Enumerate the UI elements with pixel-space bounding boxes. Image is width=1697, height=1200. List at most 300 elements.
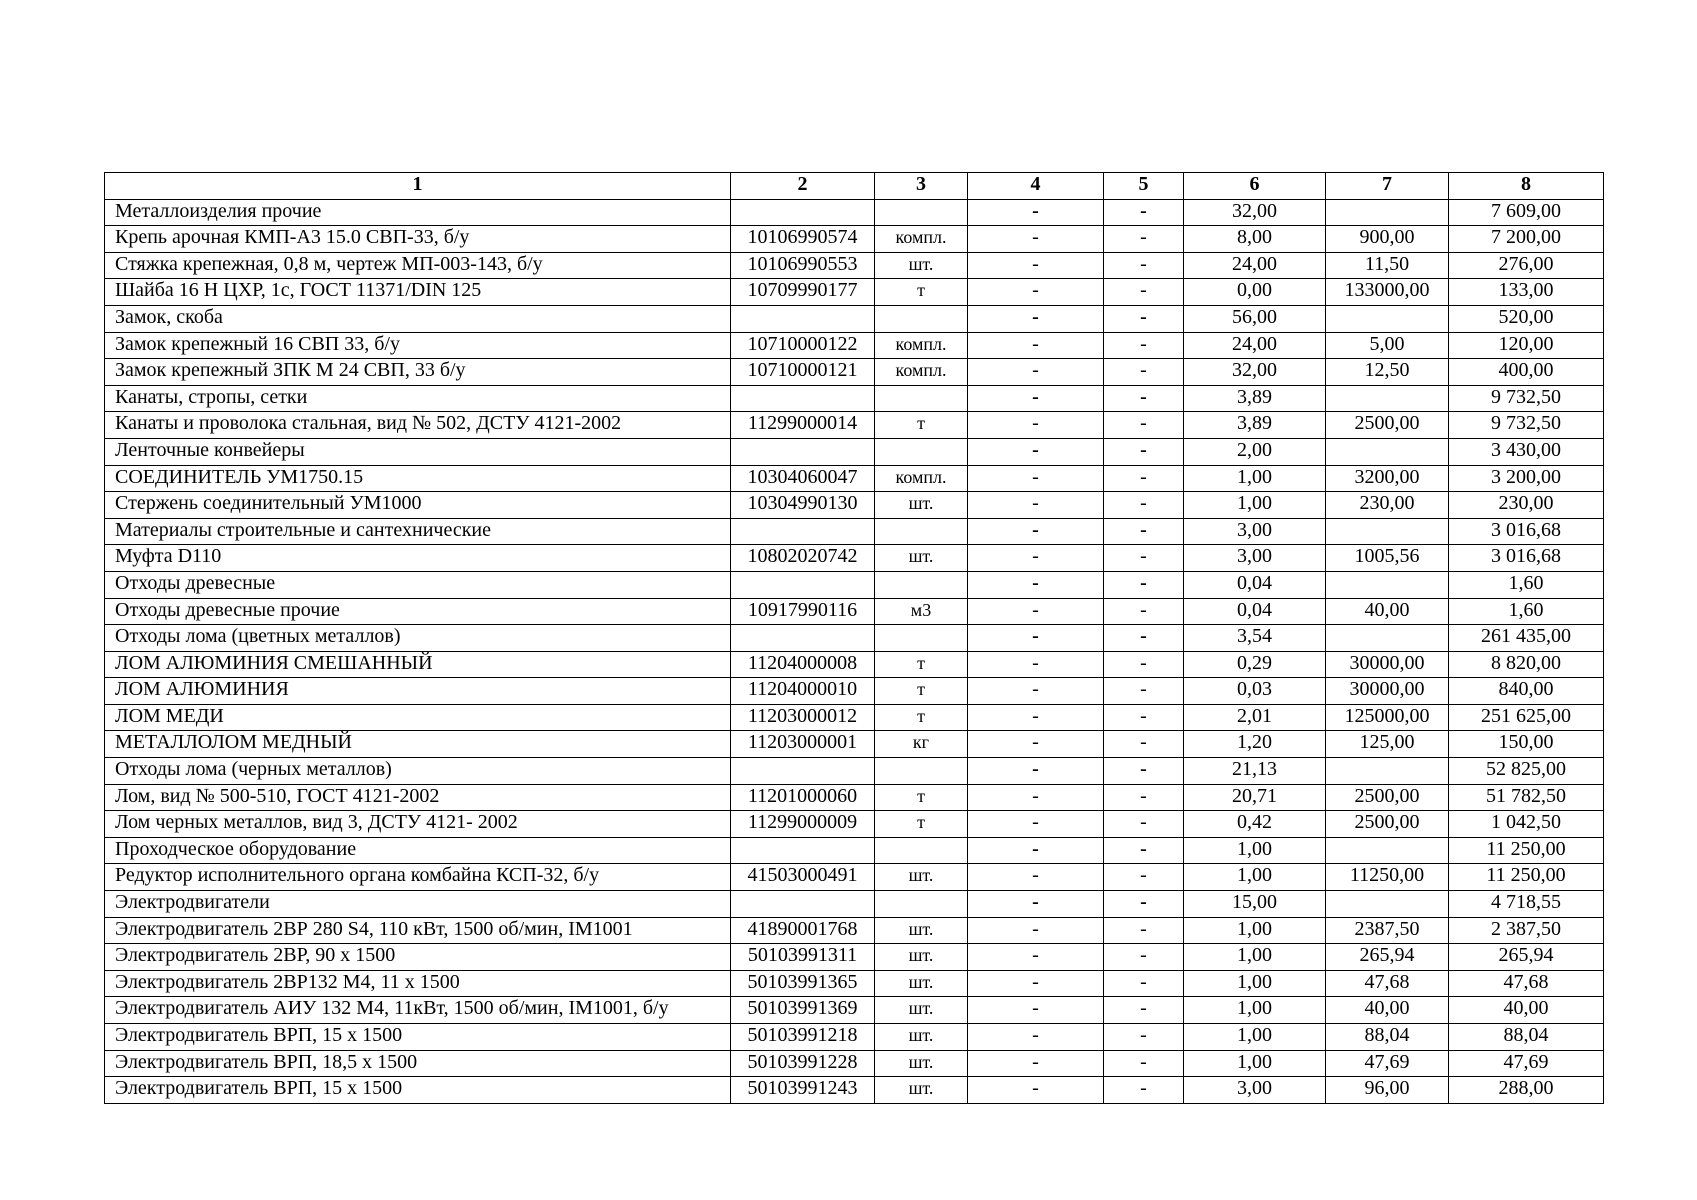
col5-cell: - xyxy=(1104,864,1184,891)
code-cell: 11299000014 xyxy=(731,412,875,439)
item-name-cell: Материалы строительные и сантехнические xyxy=(105,518,731,545)
col4-cell: - xyxy=(968,944,1104,971)
price-cell: 88,04 xyxy=(1326,1024,1449,1051)
column-header: 8 xyxy=(1449,173,1604,200)
item-name-cell: Канаты, стропы, сетки xyxy=(105,385,731,412)
code-cell xyxy=(731,199,875,226)
unit-cell: шт. xyxy=(875,1024,968,1051)
item-name-cell: Отходы лома (цветных металлов) xyxy=(105,625,731,652)
unit-cell: м3 xyxy=(875,598,968,625)
unit-cell: шт. xyxy=(875,997,968,1024)
col4-cell: - xyxy=(968,412,1104,439)
sum-cell: 4 718,55 xyxy=(1449,891,1604,918)
price-cell: 133000,00 xyxy=(1326,279,1449,306)
quantity-cell: 1,00 xyxy=(1184,837,1326,864)
quantity-cell: 1,00 xyxy=(1184,1050,1326,1077)
col4-cell: - xyxy=(968,704,1104,731)
table-row xyxy=(105,545,1604,572)
code-cell xyxy=(731,518,875,545)
sum-cell: 9 732,50 xyxy=(1449,385,1604,412)
group-row xyxy=(105,625,1604,652)
item-name-cell: Редуктор исполнительного органа комбайна КСП-32, б/у xyxy=(105,864,731,891)
quantity-cell: 3,89 xyxy=(1184,385,1326,412)
unit-cell: т xyxy=(875,784,968,811)
item-name-cell: Канаты и проволока стальная, вид № 502, ДСТУ 4121-2002 xyxy=(105,412,731,439)
price-cell xyxy=(1326,758,1449,785)
quantity-cell: 1,00 xyxy=(1184,492,1326,519)
table-body xyxy=(105,199,1604,1103)
item-name-cell: Проходческое оборудование xyxy=(105,837,731,864)
item-name-cell: Электродвигатель 2ВР132 М4, 11 х 1500 xyxy=(105,970,731,997)
table-row xyxy=(105,970,1604,997)
price-cell xyxy=(1326,385,1449,412)
code-cell: 10709990177 xyxy=(731,279,875,306)
sum-cell: 150,00 xyxy=(1449,731,1604,758)
col4-cell: - xyxy=(968,545,1104,572)
col5-cell: - xyxy=(1104,279,1184,306)
table-row xyxy=(105,332,1604,359)
code-cell xyxy=(731,305,875,332)
col4-cell: - xyxy=(968,438,1104,465)
item-name-cell: Электродвигатель АИУ 132 М4, 11кВт, 1500 об/мин, IM1001, б/у xyxy=(105,997,731,1024)
unit-cell: шт. xyxy=(875,252,968,279)
quantity-cell: 1,00 xyxy=(1184,970,1326,997)
sum-cell: 11 250,00 xyxy=(1449,837,1604,864)
quantity-cell: 2,00 xyxy=(1184,438,1326,465)
quantity-cell: 20,71 xyxy=(1184,784,1326,811)
col4-cell: - xyxy=(968,252,1104,279)
table-row xyxy=(105,226,1604,253)
sum-cell: 1,60 xyxy=(1449,598,1604,625)
table-row xyxy=(105,1024,1604,1051)
unit-cell: шт. xyxy=(875,492,968,519)
col4-cell: - xyxy=(968,1077,1104,1104)
sum-cell: 276,00 xyxy=(1449,252,1604,279)
price-cell: 125000,00 xyxy=(1326,704,1449,731)
quantity-cell: 0,29 xyxy=(1184,651,1326,678)
sum-cell: 1 042,50 xyxy=(1449,811,1604,838)
table-row xyxy=(105,704,1604,731)
item-name-cell: ЛОМ АЛЮМИНИЯ xyxy=(105,678,731,705)
quantity-cell: 15,00 xyxy=(1184,891,1326,918)
table-row xyxy=(105,944,1604,971)
price-cell xyxy=(1326,438,1449,465)
code-cell: 50103991369 xyxy=(731,997,875,1024)
group-row xyxy=(105,518,1604,545)
price-cell: 230,00 xyxy=(1326,492,1449,519)
col4-cell: - xyxy=(968,651,1104,678)
price-cell: 40,00 xyxy=(1326,598,1449,625)
unit-cell xyxy=(875,758,968,785)
col4-cell: - xyxy=(968,678,1104,705)
quantity-cell: 0,00 xyxy=(1184,279,1326,306)
col4-cell: - xyxy=(968,970,1104,997)
unit-cell: т xyxy=(875,279,968,306)
price-cell: 40,00 xyxy=(1326,997,1449,1024)
sum-cell: 3 016,68 xyxy=(1449,518,1604,545)
col5-cell: - xyxy=(1104,917,1184,944)
col5-cell: - xyxy=(1104,199,1184,226)
price-cell: 2387,50 xyxy=(1326,917,1449,944)
quantity-cell: 1,00 xyxy=(1184,864,1326,891)
col5-cell: - xyxy=(1104,704,1184,731)
sum-cell: 251 625,00 xyxy=(1449,704,1604,731)
unit-cell xyxy=(875,199,968,226)
table-row xyxy=(105,1077,1604,1104)
item-name-cell: Отходы лома (черных металлов) xyxy=(105,758,731,785)
price-cell: 3200,00 xyxy=(1326,465,1449,492)
price-cell xyxy=(1326,625,1449,652)
quantity-cell: 3,00 xyxy=(1184,518,1326,545)
sum-cell: 288,00 xyxy=(1449,1077,1604,1104)
table-row xyxy=(105,731,1604,758)
col4-cell: - xyxy=(968,598,1104,625)
price-cell: 30000,00 xyxy=(1326,678,1449,705)
col4-cell: - xyxy=(968,305,1104,332)
item-name-cell: Электродвигатель ВРП, 15 х 1500 xyxy=(105,1077,731,1104)
sum-cell: 261 435,00 xyxy=(1449,625,1604,652)
table-row xyxy=(105,651,1604,678)
code-cell xyxy=(731,571,875,598)
unit-cell: т xyxy=(875,704,968,731)
quantity-cell: 1,00 xyxy=(1184,944,1326,971)
quantity-cell: 3,89 xyxy=(1184,412,1326,439)
col4-cell: - xyxy=(968,571,1104,598)
column-header: 1 xyxy=(105,173,731,200)
col5-cell: - xyxy=(1104,1050,1184,1077)
price-cell: 30000,00 xyxy=(1326,651,1449,678)
code-cell: 11203000001 xyxy=(731,731,875,758)
table-row xyxy=(105,598,1604,625)
quantity-cell: 8,00 xyxy=(1184,226,1326,253)
item-name-cell: Муфта D110 xyxy=(105,545,731,572)
quantity-cell: 1,00 xyxy=(1184,997,1326,1024)
quantity-cell: 0,04 xyxy=(1184,571,1326,598)
price-cell xyxy=(1326,199,1449,226)
code-cell: 50103991228 xyxy=(731,1050,875,1077)
group-row xyxy=(105,438,1604,465)
table-row xyxy=(105,917,1604,944)
item-name-cell: Металлоизделия прочие xyxy=(105,199,731,226)
table-row xyxy=(105,252,1604,279)
quantity-cell: 32,00 xyxy=(1184,359,1326,386)
price-cell xyxy=(1326,305,1449,332)
sum-cell: 47,69 xyxy=(1449,1050,1604,1077)
item-name-cell: Электродвигатели xyxy=(105,891,731,918)
col5-cell: - xyxy=(1104,492,1184,519)
price-cell: 2500,00 xyxy=(1326,412,1449,439)
column-header: 6 xyxy=(1184,173,1326,200)
code-cell: 11203000012 xyxy=(731,704,875,731)
unit-cell xyxy=(875,385,968,412)
quantity-cell: 1,00 xyxy=(1184,917,1326,944)
quantity-cell: 3,00 xyxy=(1184,545,1326,572)
item-name-cell: Лом черных металлов, вид 3, ДСТУ 4121- 2002 xyxy=(105,811,731,838)
code-cell xyxy=(731,837,875,864)
col4-cell: - xyxy=(968,837,1104,864)
item-name-cell: Замок крепежный 16 СВП 33, б/у xyxy=(105,332,731,359)
col4-cell: - xyxy=(968,1050,1104,1077)
quantity-cell: 24,00 xyxy=(1184,332,1326,359)
unit-cell: шт. xyxy=(875,864,968,891)
code-cell xyxy=(731,625,875,652)
price-cell: 11,50 xyxy=(1326,252,1449,279)
quantity-cell: 3,54 xyxy=(1184,625,1326,652)
code-cell xyxy=(731,385,875,412)
item-name-cell: Отходы древесные прочие xyxy=(105,598,731,625)
unit-cell xyxy=(875,305,968,332)
sum-cell: 11 250,00 xyxy=(1449,864,1604,891)
item-name-cell: ЛОМ АЛЮМИНИЯ СМЕШАННЫЙ xyxy=(105,651,731,678)
col5-cell: - xyxy=(1104,359,1184,386)
item-name-cell: Стержень соединительный УМ1000 xyxy=(105,492,731,519)
price-cell: 5,00 xyxy=(1326,332,1449,359)
sum-cell: 52 825,00 xyxy=(1449,758,1604,785)
code-cell: 50103991218 xyxy=(731,1024,875,1051)
sum-cell: 8 820,00 xyxy=(1449,651,1604,678)
price-cell: 11250,00 xyxy=(1326,864,1449,891)
unit-cell: т xyxy=(875,412,968,439)
unit-cell: т xyxy=(875,678,968,705)
sum-cell: 7 609,00 xyxy=(1449,199,1604,226)
col4-cell: - xyxy=(968,518,1104,545)
price-cell xyxy=(1326,837,1449,864)
col4-cell: - xyxy=(968,917,1104,944)
item-name-cell: Ленточные конвейеры xyxy=(105,438,731,465)
col5-cell: - xyxy=(1104,226,1184,253)
table-row xyxy=(105,811,1604,838)
unit-cell xyxy=(875,518,968,545)
unit-cell: т xyxy=(875,651,968,678)
item-name-cell: Электродвигатель ВРП, 15 х 1500 xyxy=(105,1024,731,1051)
col5-cell: - xyxy=(1104,997,1184,1024)
sum-cell: 400,00 xyxy=(1449,359,1604,386)
col5-cell: - xyxy=(1104,252,1184,279)
col5-cell: - xyxy=(1104,545,1184,572)
unit-cell: шт. xyxy=(875,970,968,997)
price-cell: 125,00 xyxy=(1326,731,1449,758)
group-row xyxy=(105,837,1604,864)
col4-cell: - xyxy=(968,465,1104,492)
item-name-cell: Электродвигатель 2ВР, 90 х 1500 xyxy=(105,944,731,971)
unit-cell xyxy=(875,891,968,918)
item-name-cell: Замок, скоба xyxy=(105,305,731,332)
quantity-cell: 32,00 xyxy=(1184,199,1326,226)
quantity-cell: 56,00 xyxy=(1184,305,1326,332)
table-row xyxy=(105,279,1604,306)
sum-cell: 1,60 xyxy=(1449,571,1604,598)
unit-cell: шт. xyxy=(875,917,968,944)
code-cell: 41503000491 xyxy=(731,864,875,891)
col5-cell: - xyxy=(1104,970,1184,997)
code-cell: 11204000008 xyxy=(731,651,875,678)
sum-cell: 47,68 xyxy=(1449,970,1604,997)
quantity-cell: 0,04 xyxy=(1184,598,1326,625)
unit-cell: компл. xyxy=(875,465,968,492)
sum-cell: 120,00 xyxy=(1449,332,1604,359)
unit-cell: шт. xyxy=(875,545,968,572)
unit-cell: компл. xyxy=(875,226,968,253)
price-cell xyxy=(1326,891,1449,918)
sum-cell: 3 200,00 xyxy=(1449,465,1604,492)
price-cell: 96,00 xyxy=(1326,1077,1449,1104)
col5-cell: - xyxy=(1104,305,1184,332)
item-name-cell: Электродвигатель 2ВР 280 S4, 110 кВт, 1500 об/мин, IM1001 xyxy=(105,917,731,944)
sum-cell: 520,00 xyxy=(1449,305,1604,332)
code-cell: 50103991311 xyxy=(731,944,875,971)
code-cell: 10917990116 xyxy=(731,598,875,625)
col4-cell: - xyxy=(968,864,1104,891)
code-cell xyxy=(731,438,875,465)
unit-cell: шт. xyxy=(875,1050,968,1077)
table-row xyxy=(105,492,1604,519)
code-cell: 10304060047 xyxy=(731,465,875,492)
col4-cell: - xyxy=(968,492,1104,519)
item-name-cell: Лом, вид № 500-510, ГОСТ 4121-2002 xyxy=(105,784,731,811)
col5-cell: - xyxy=(1104,944,1184,971)
sum-cell: 3 016,68 xyxy=(1449,545,1604,572)
group-row xyxy=(105,199,1604,226)
code-cell: 41890001768 xyxy=(731,917,875,944)
quantity-cell: 1,00 xyxy=(1184,1024,1326,1051)
price-cell: 2500,00 xyxy=(1326,811,1449,838)
col5-cell: - xyxy=(1104,571,1184,598)
col4-cell: - xyxy=(968,891,1104,918)
group-row xyxy=(105,758,1604,785)
quantity-cell: 21,13 xyxy=(1184,758,1326,785)
sum-cell: 7 200,00 xyxy=(1449,226,1604,253)
unit-cell: компл. xyxy=(875,332,968,359)
col4-cell: - xyxy=(968,226,1104,253)
col5-cell: - xyxy=(1104,332,1184,359)
item-name-cell: Электродвигатель ВРП, 18,5 х 1500 xyxy=(105,1050,731,1077)
item-name-cell: Шайба 16 Н ЦХР, 1с, ГОСТ 11371/DIN 125 xyxy=(105,279,731,306)
col5-cell: - xyxy=(1104,412,1184,439)
quantity-cell: 1,20 xyxy=(1184,731,1326,758)
code-cell: 10106990553 xyxy=(731,252,875,279)
unit-cell: т xyxy=(875,811,968,838)
code-cell: 50103991365 xyxy=(731,970,875,997)
price-cell: 47,68 xyxy=(1326,970,1449,997)
code-cell: 50103991243 xyxy=(731,1077,875,1104)
column-header: 7 xyxy=(1326,173,1449,200)
column-header: 4 xyxy=(968,173,1104,200)
item-name-cell: МЕТАЛЛОЛОМ МЕДНЫЙ xyxy=(105,731,731,758)
unit-cell: кг xyxy=(875,731,968,758)
col5-cell: - xyxy=(1104,518,1184,545)
sum-cell: 9 732,50 xyxy=(1449,412,1604,439)
price-cell: 12,50 xyxy=(1326,359,1449,386)
table-row xyxy=(105,465,1604,492)
group-row xyxy=(105,891,1604,918)
col5-cell: - xyxy=(1104,651,1184,678)
code-cell: 10304990130 xyxy=(731,492,875,519)
table-row xyxy=(105,997,1604,1024)
sum-cell: 3 430,00 xyxy=(1449,438,1604,465)
code-cell: 10802020742 xyxy=(731,545,875,572)
quantity-cell: 0,03 xyxy=(1184,678,1326,705)
col4-cell: - xyxy=(968,784,1104,811)
group-row xyxy=(105,571,1604,598)
sum-cell: 51 782,50 xyxy=(1449,784,1604,811)
code-cell: 10106990574 xyxy=(731,226,875,253)
column-header: 2 xyxy=(731,173,875,200)
col5-cell: - xyxy=(1104,598,1184,625)
col5-cell: - xyxy=(1104,1024,1184,1051)
col4-cell: - xyxy=(968,385,1104,412)
item-name-cell: Отходы древесные xyxy=(105,571,731,598)
col5-cell: - xyxy=(1104,385,1184,412)
col4-cell: - xyxy=(968,332,1104,359)
col5-cell: - xyxy=(1104,837,1184,864)
col4-cell: - xyxy=(968,758,1104,785)
col5-cell: - xyxy=(1104,678,1184,705)
item-name-cell: Крепь арочная КМП-А3 15.0 СВП-33, б/у xyxy=(105,226,731,253)
quantity-cell: 24,00 xyxy=(1184,252,1326,279)
quantity-cell: 2,01 xyxy=(1184,704,1326,731)
sum-cell: 88,04 xyxy=(1449,1024,1604,1051)
col5-cell: - xyxy=(1104,811,1184,838)
code-cell: 10710000121 xyxy=(731,359,875,386)
price-cell: 1005,56 xyxy=(1326,545,1449,572)
quantity-cell: 0,42 xyxy=(1184,811,1326,838)
col5-cell: - xyxy=(1104,438,1184,465)
unit-cell xyxy=(875,571,968,598)
sum-cell: 2 387,50 xyxy=(1449,917,1604,944)
table-row xyxy=(105,784,1604,811)
unit-cell xyxy=(875,438,968,465)
sum-cell: 230,00 xyxy=(1449,492,1604,519)
col4-cell: - xyxy=(968,279,1104,306)
unit-cell: компл. xyxy=(875,359,968,386)
table-row xyxy=(105,1050,1604,1077)
code-cell xyxy=(731,758,875,785)
item-name-cell: Стяжка крепежная, 0,8 м, чертеж МП-003-143, б/у xyxy=(105,252,731,279)
col5-cell: - xyxy=(1104,625,1184,652)
price-cell: 2500,00 xyxy=(1326,784,1449,811)
code-cell: 10710000122 xyxy=(731,332,875,359)
inventory-table xyxy=(104,172,1604,1104)
table-row xyxy=(105,678,1604,705)
header-row xyxy=(105,173,1604,200)
col4-cell: - xyxy=(968,811,1104,838)
price-cell: 900,00 xyxy=(1326,226,1449,253)
item-name-cell: СОЕДИНИТЕЛЬ УМ1750.15 xyxy=(105,465,731,492)
unit-cell xyxy=(875,837,968,864)
table-row xyxy=(105,864,1604,891)
table-row xyxy=(105,359,1604,386)
col5-cell: - xyxy=(1104,731,1184,758)
col4-cell: - xyxy=(968,1024,1104,1051)
code-cell: 11201000060 xyxy=(731,784,875,811)
sum-cell: 265,94 xyxy=(1449,944,1604,971)
sum-cell: 133,00 xyxy=(1449,279,1604,306)
column-header: 5 xyxy=(1104,173,1184,200)
sum-cell: 840,00 xyxy=(1449,678,1604,705)
price-cell xyxy=(1326,571,1449,598)
price-cell: 265,94 xyxy=(1326,944,1449,971)
code-cell: 11299000009 xyxy=(731,811,875,838)
col5-cell: - xyxy=(1104,465,1184,492)
group-row xyxy=(105,385,1604,412)
group-row xyxy=(105,305,1604,332)
unit-cell: шт. xyxy=(875,944,968,971)
quantity-cell: 1,00 xyxy=(1184,465,1326,492)
sum-cell: 40,00 xyxy=(1449,997,1604,1024)
price-cell xyxy=(1326,518,1449,545)
item-name-cell: ЛОМ МЕДИ xyxy=(105,704,731,731)
col4-cell: - xyxy=(968,997,1104,1024)
